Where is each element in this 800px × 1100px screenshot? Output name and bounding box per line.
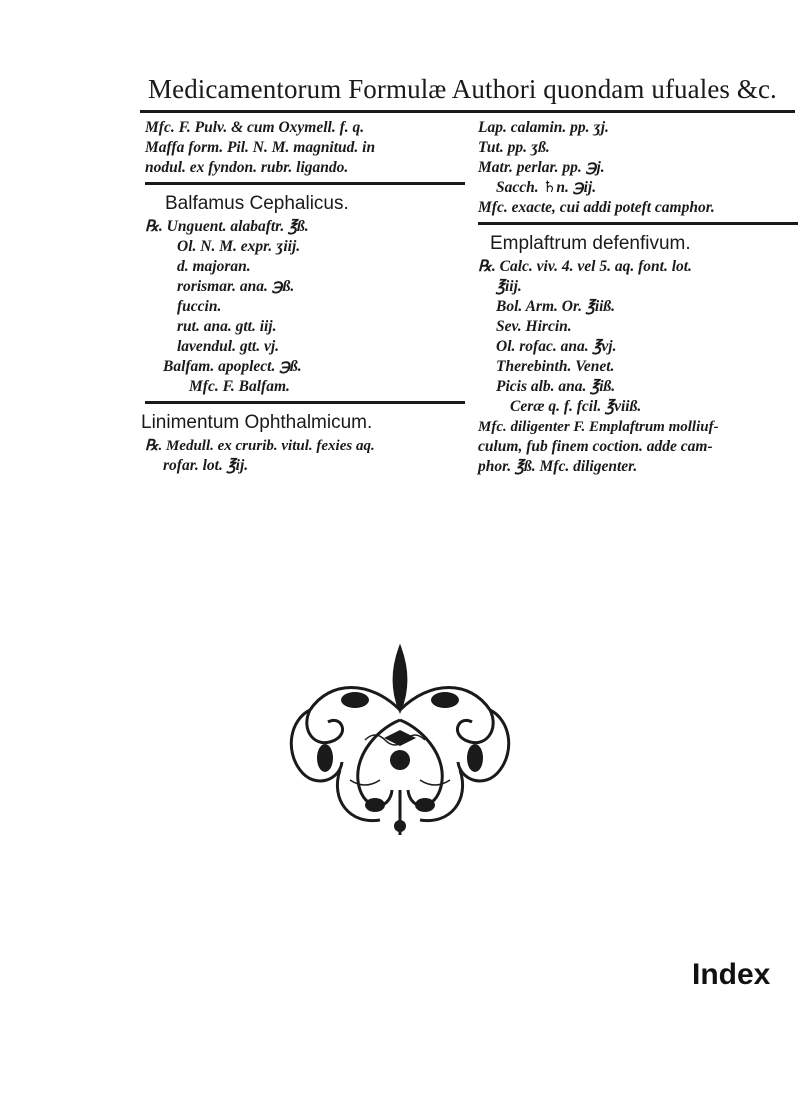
recipe-line: Picis alb. ana. ℥iß. bbox=[496, 378, 616, 395]
fleuron-ornament-icon bbox=[280, 640, 520, 840]
page-header: Medicamentorum Formulæ Authori quondam ufuales &c. bbox=[148, 74, 777, 104]
left-column bbox=[141, 118, 465, 476]
section-title-balsamus: Balfamus Cephalicus. bbox=[165, 193, 349, 214]
recipe-line: phor. ℥ß. Mfc. diligenter. bbox=[478, 458, 638, 475]
recipe-line: fuccin. bbox=[177, 298, 222, 315]
right-column bbox=[478, 118, 798, 477]
recipe-line: Sacch. ♄n. ℈ij. bbox=[496, 179, 597, 196]
recipe-line: rut. ana. gtt. iij. bbox=[177, 318, 277, 335]
recipe-line: rofar. lot. ℥ij. bbox=[163, 457, 249, 474]
recipe-line: Ol. N. M. expr. ʒiij. bbox=[177, 238, 301, 255]
recipe-line: Mfc. F. Pulv. & cum Oxymell. f. q. bbox=[145, 119, 365, 136]
recipe-line: nodul. ex fyndon. rubr. ligando. bbox=[145, 159, 349, 176]
recipe-line: Lap. calamin. pp. ʒj. bbox=[478, 119, 609, 136]
recipe-line: Balfam. apoplect. ℈ß. bbox=[163, 358, 302, 375]
recipe-line: ℥iij. bbox=[496, 278, 522, 295]
recipe-line: Matr. perlar. pp. ℈j. bbox=[478, 159, 605, 176]
recipe-line: ℞. Medull. ex crurib. vitul. fexies aq. bbox=[145, 438, 375, 454]
recipe-line: ℞. Calc. viv. 4. vel 5. aq. font. lot. bbox=[478, 258, 692, 275]
section-divider bbox=[145, 401, 465, 404]
recipe-line: Ol. rofac. ana. ℥vj. bbox=[496, 338, 617, 355]
recipe-line: Mfc. F. Balfam. bbox=[189, 378, 290, 395]
recipe-line: Sev. Hircin. bbox=[496, 318, 572, 335]
section-divider bbox=[478, 222, 798, 225]
recipe-line: ℞. Unguent. alabaftr. ℥ß. bbox=[145, 218, 309, 235]
catchword: Index bbox=[692, 958, 771, 991]
header-rule bbox=[140, 110, 795, 113]
recipe-line: rorismar. ana. ℈ß. bbox=[177, 278, 295, 295]
recipe-line: lavendul. gtt. vj. bbox=[177, 338, 280, 355]
recipe-line: Mfc. exacte, cui addi poteft camphor. bbox=[478, 199, 715, 216]
recipe-line: Therebinth. Venet. bbox=[496, 358, 615, 375]
recipe-line: d. majoran. bbox=[177, 258, 251, 275]
recipe-line: Mfc. diligenter F. Emplaftrum molliuf- bbox=[478, 419, 719, 435]
section-divider bbox=[145, 182, 465, 185]
recipe-line: Ceræ q. f. fcil. ℥viiß. bbox=[510, 398, 642, 415]
recipe-line: Bol. Arm. Or. ℥iiß. bbox=[496, 298, 616, 315]
section-title-emplastrum: Emplaftrum defenfivum. bbox=[490, 233, 691, 254]
recipe-line: culum, fub finem coction. adde cam- bbox=[478, 438, 713, 455]
section-title-linimentum: Linimentum Ophthalmicum. bbox=[141, 412, 373, 433]
recipe-line: Maffa form. Pil. N. M. magnitud. in bbox=[145, 139, 376, 156]
recipe-line: Tut. pp. ʒß. bbox=[478, 139, 550, 156]
